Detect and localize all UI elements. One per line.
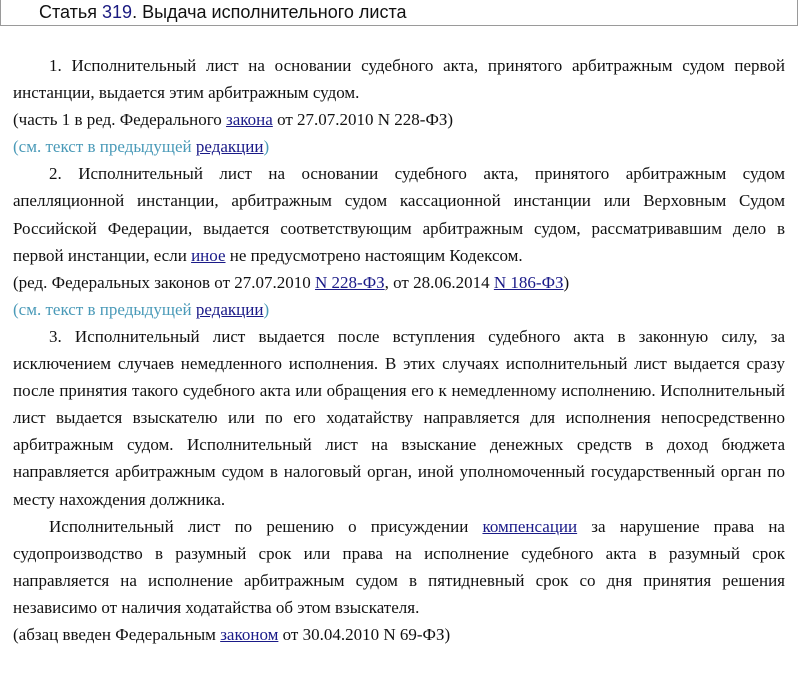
article-title <box>39 1 407 23</box>
article-title-text: . Выдача исполнительного листа <box>132 2 407 22</box>
previous-edition-note-1-after: ) <box>263 137 270 157</box>
previous-edition-note-2 <box>13 296 785 323</box>
article-body <box>13 52 785 648</box>
paragraph-4-before: Исполнительный лист по решению о присуждении <box>49 516 483 536</box>
amendment-note-2-after: ) <box>563 272 570 292</box>
law-link-zakonom[interactable]: законом <box>220 624 279 644</box>
inoe-link[interactable]: иное <box>191 245 226 265</box>
paragraph-4 <box>13 513 785 621</box>
previous-edition-note-2-before: (см. текст в предыдущей <box>13 299 196 319</box>
law-link-zakona[interactable]: закона <box>226 110 273 130</box>
article-number: 319 <box>102 2 133 22</box>
paragraph-3: 3. Исполнительный лист выдается после вступления судебного акта в законную силу, за исключением случаев немедленного исполнения. В этих случаях исполнительный лист выдается сразу после принятия такого судебного акта или обращения его к немедленному исполнению. Исполнительный лист выдается взыскателю или по его ходатайству направляется для исполнения непосредственно арбитражным судом. Исполнительный лист на взыскание денежных средств в доход бюджета направляется арбитражным судом в налоговый орган, иной уполномоченный государственный орган по месту нахождения должника. <box>13 326 785 509</box>
previous-edition-link-1[interactable]: редакции <box>195 137 264 157</box>
law-link-186[interactable]: N 186-ФЗ <box>493 272 564 292</box>
previous-edition-note-1-before: (см. текст в предыдущей <box>13 137 196 157</box>
paragraph-2-before: 2. Исполнительный лист на основании судебного акта, принятого арбитражным судом апелляционной инстанции, арбитражным судом кассационной инстанции или Верховным Судом Российской Федерации, выдается соответствующим арбитражным судом, рассматривавшим дело в первой инстанции, если <box>13 164 785 265</box>
amendment-note-1-before: (часть 1 в ред. Федерального <box>13 110 227 130</box>
amendment-note-4 <box>13 621 785 648</box>
amendment-note-1-after: от 27.07.2010 N 228-ФЗ) <box>272 110 454 130</box>
previous-edition-note-1 <box>13 133 785 160</box>
article-header <box>0 0 798 26</box>
previous-edition-note-2-after: ) <box>263 299 270 319</box>
paragraph-2 <box>13 160 785 268</box>
previous-edition-link-2[interactable]: редакции <box>195 299 264 319</box>
paragraph-1: 1. Исполнительный лист на основании судебного акта, принятого арбитражным судом первой инстанции, выдается этим арбитражным судом. <box>13 56 785 103</box>
amendment-note-2 <box>13 269 785 296</box>
article-title-prefix: Статья <box>39 2 103 22</box>
paragraph-2-after: не предусмотрено настоящим Кодексом. <box>225 245 523 265</box>
amendment-note-2-middle: , от 28.06.2014 <box>384 272 494 292</box>
amendment-note-1 <box>13 106 785 133</box>
amendment-note-2-before: (ред. Федеральных законов от 27.07.2010 <box>13 272 316 292</box>
law-link-228[interactable]: N 228-ФЗ <box>315 272 385 292</box>
paragraph-4-after: за нарушение права на судопроизводство в разумный срок или права на исполнение судебного акта в разумный срок направляется на исполнение арбитражным судом в пятидневный срок со дня принятия решения независимо от наличия ходатайства об этом взыскателя. <box>13 516 785 617</box>
kompensacii-link[interactable]: компенсации <box>482 516 578 536</box>
amendment-note-4-after: от 30.04.2010 N 69-ФЗ) <box>278 624 451 644</box>
amendment-note-4-before: (абзац введен Федеральным <box>13 624 221 644</box>
